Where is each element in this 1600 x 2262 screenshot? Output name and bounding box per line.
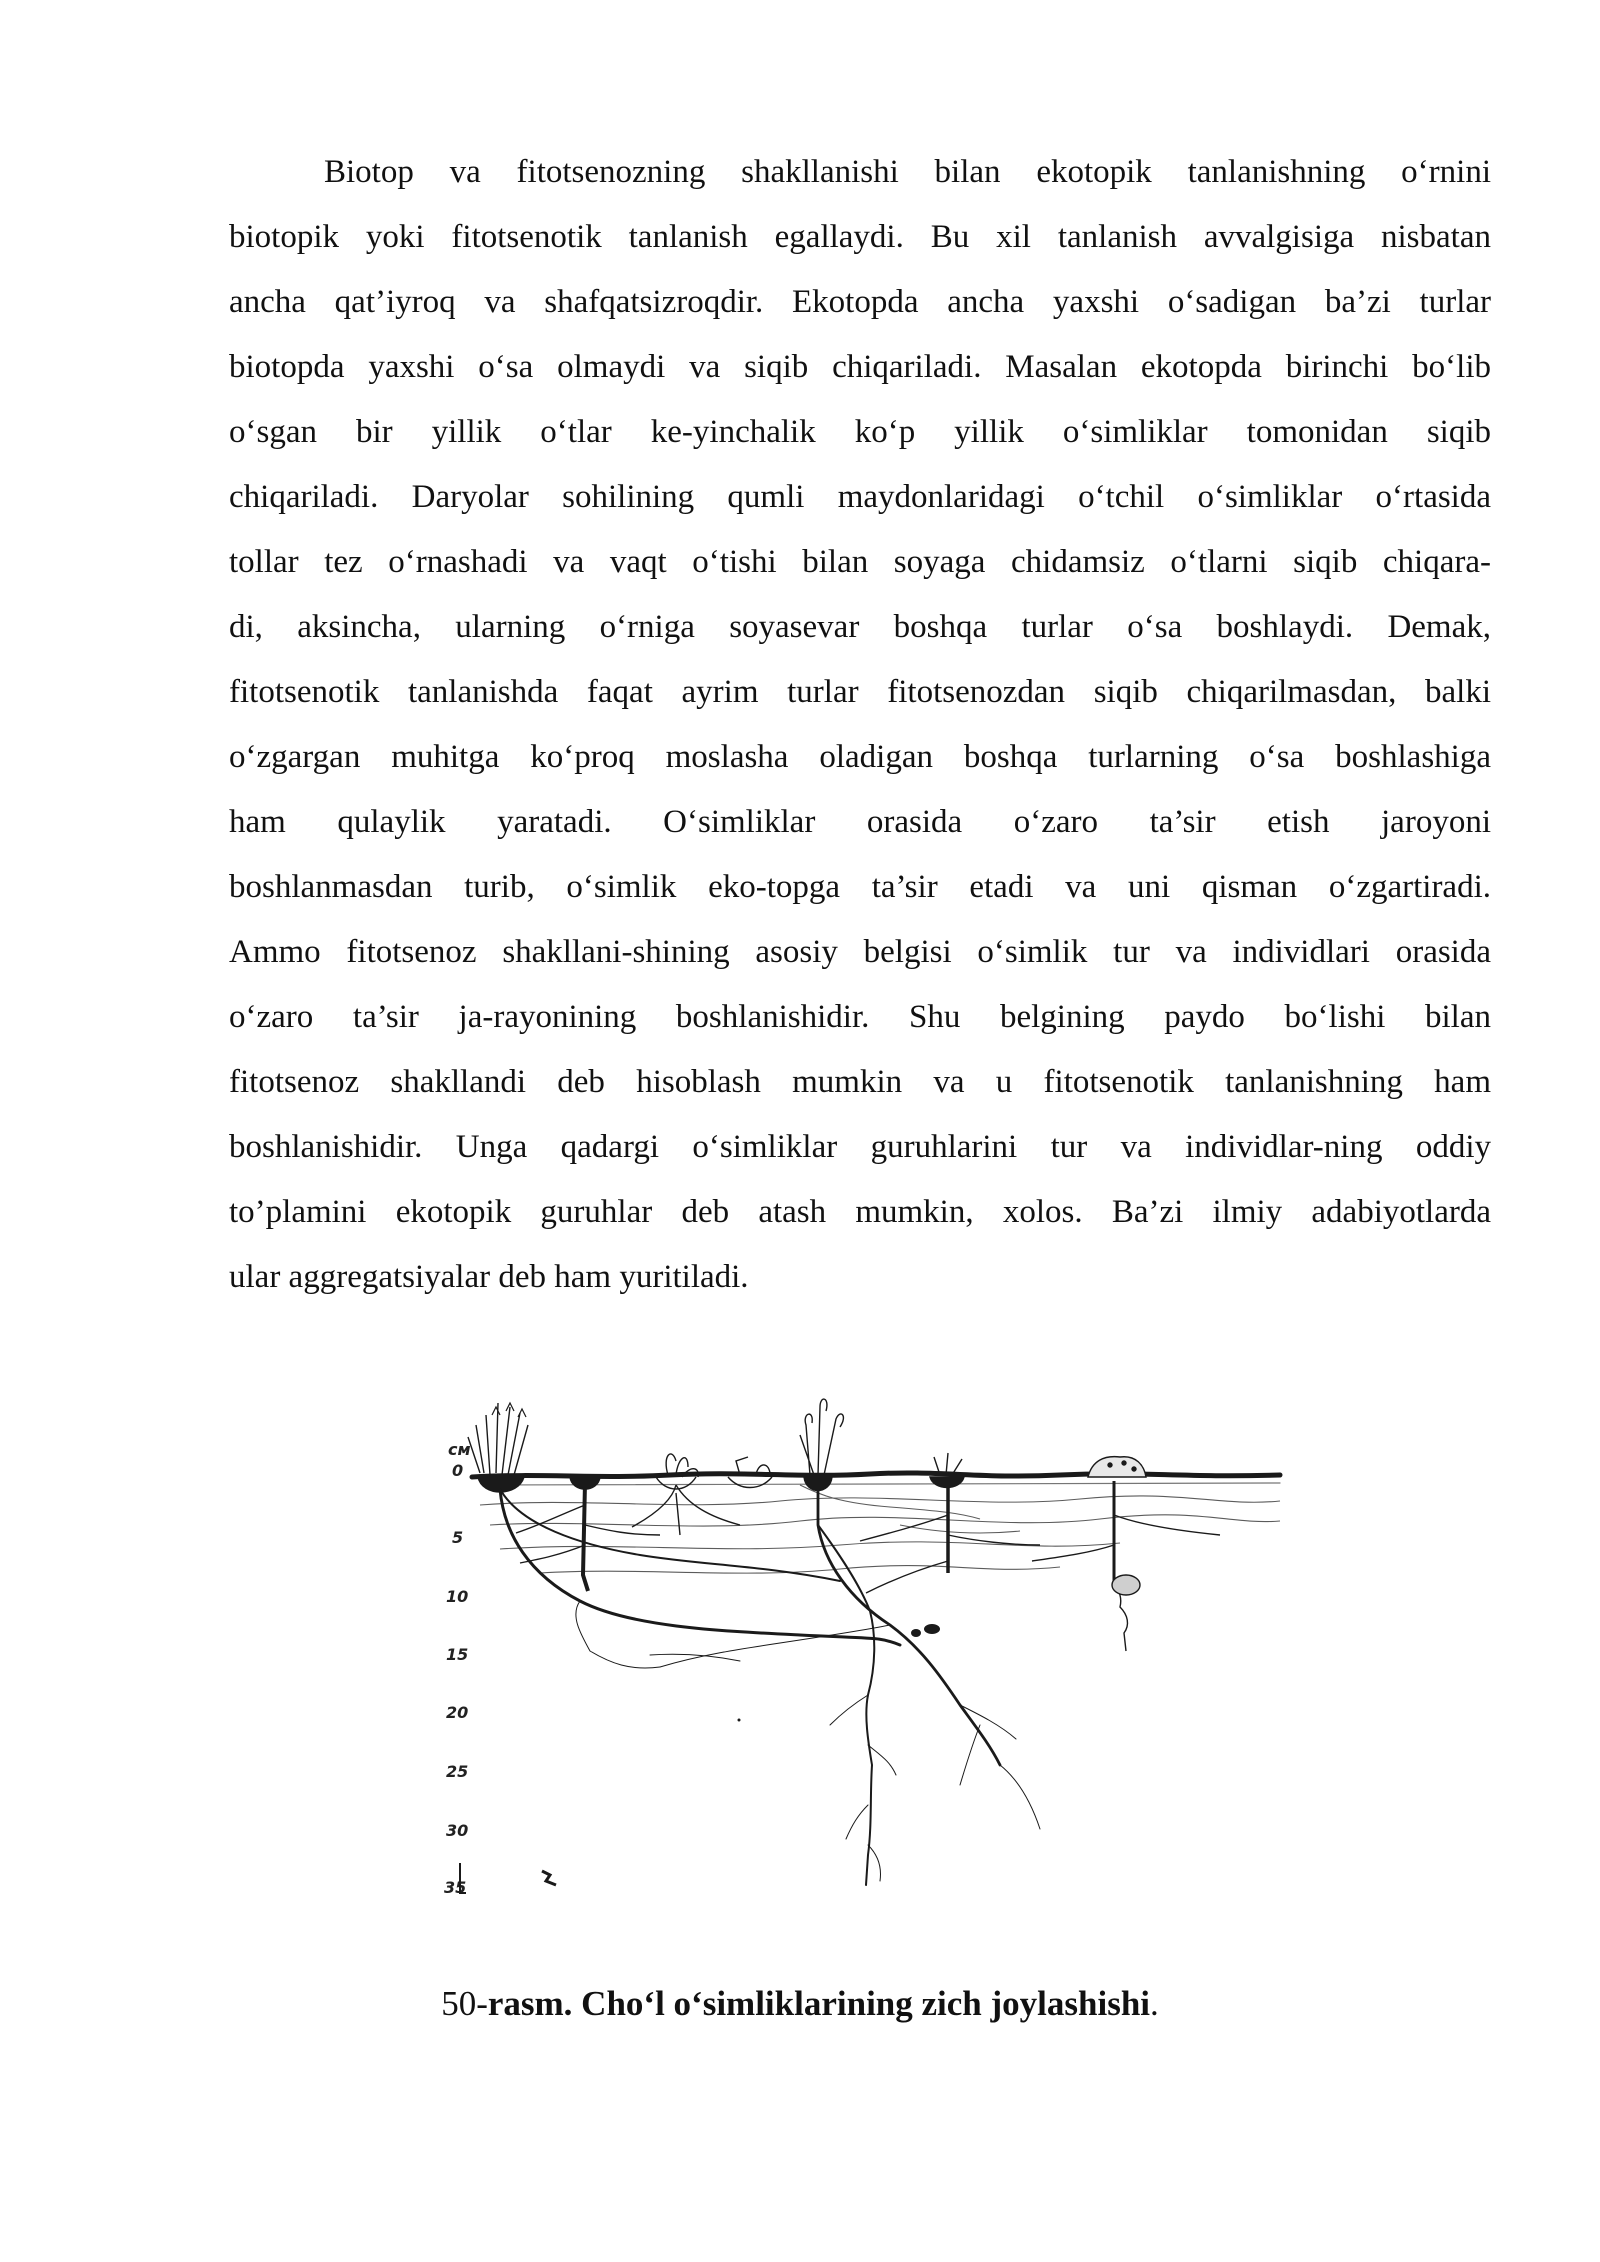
depth-label-10: 10 [446, 1587, 469, 1606]
plant-2-tuft [516, 1477, 660, 1591]
depth-scale [444, 1440, 471, 1897]
depth-label-25: 25 [446, 1762, 469, 1781]
paragraph-line: fitotsenoz shakllandi deb hisoblash mumkin va u fitotsenotik tanlanishning ham [229, 1064, 1491, 1100]
paragraph-line: biotopik yoki fitotsenotik tanlanish egallaydi. Bu xil tanlanish avvalgisiga nisbatan [229, 219, 1491, 255]
paragraph-line: chiqariladi. Daryolar sohilining qumli maydonlaridagi o‘tchil o‘simliklar o‘rtasida [229, 479, 1491, 515]
paragraph-line: o‘sgan bir yillik o‘tlar ke-yinchalik ko‘p yillik o‘simliklar tomonidan siqib [229, 414, 1491, 450]
depth-label-20: 20 [446, 1703, 469, 1722]
paragraph-line: ular aggregatsiyalar deb ham yuritiladi. [229, 1259, 749, 1295]
paragraph-line: di, aksincha, ularning o‘rniga soyasevar boshqa turlar o‘sa boshlaydi. Demak, [229, 609, 1491, 645]
paragraph-line: Ammo fitotsenoz shakllani-shining asosiy belgisi o‘simlik tur va individlari orasida [229, 934, 1491, 970]
plant-7-tuft [1032, 1457, 1220, 1651]
paragraph-line: tollar tez o‘rnashadi va vaqt o‘tishi bilan soyaga chidamsiz o‘tlarni siqib chiqara- [229, 544, 1491, 580]
paragraph-line: ancha qat’iyroq va shafqatsizroqdir. Ekotopda ancha yaxshi o‘sadigan ba’zi turlar [229, 284, 1491, 320]
paragraph-line: o‘zaro ta’sir ja-rayonining boshlanishidir. Shu belgining paydo bo‘lishi bilan [229, 999, 1491, 1035]
depth-label-35: 35 [444, 1878, 467, 1897]
caption-end: . [1150, 1984, 1159, 2023]
depth-label-5: 5 [452, 1528, 464, 1547]
paragraph-line: biotopda yaxshi o‘sa olmaydi va siqib chiqariladi. Masalan ekotopda birinchi bo‘lib [229, 349, 1491, 385]
caption-number: 50- [441, 1984, 488, 2023]
depth-label-30: 30 [446, 1821, 469, 1840]
paragraph-line: to’plamini ekotopik guruhlar deb atash mumkin, xolos. Ba’zi ilmiy adabiyotlarda [229, 1194, 1491, 1230]
paragraph-line: boshlanmasdan turib, o‘simlik eko-topga ta’sir etadi va uni qisman o‘zgartiradi. [229, 869, 1491, 905]
depth-label-0: 0 [452, 1461, 464, 1480]
depth-label-15: 15 [446, 1645, 469, 1664]
plant-3-tuft [632, 1454, 740, 1535]
paragraph-line: ham qulaylik yaratadi. O‘simliklar orasida o‘zaro ta’sir etish jaroyoni [229, 804, 1491, 840]
body-paragraph [229, 140, 1491, 1310]
caption-title: rasm. Cho‘l o‘simliklarining zich joylashishi [487, 1984, 1151, 2023]
depth-unit-label: см [448, 1440, 471, 1459]
paragraph-line: boshlanishidir. Unga qadargi o‘simliklar guruhlarini tur va individlar-ning oddiy [229, 1129, 1491, 1165]
paragraph-line: Biotop va fitotsenozning shakllanishi bilan ekotopik tanlanishning o‘rnini [324, 154, 1491, 190]
paragraph-line: o‘zgargan muhitga ko‘proq moslasha oladigan boshqa turlarning o‘sa boshlashiga [229, 739, 1491, 775]
figure-caption [0, 1984, 1600, 2024]
root-system-illustration [420, 1385, 1300, 1925]
paragraph-line: fitotsenotik tanlanishda faqat ayrim turlar fitotsenozdan siqib chiqarilmasdan, balki [229, 674, 1491, 710]
root-system-figure [420, 1385, 1300, 1925]
